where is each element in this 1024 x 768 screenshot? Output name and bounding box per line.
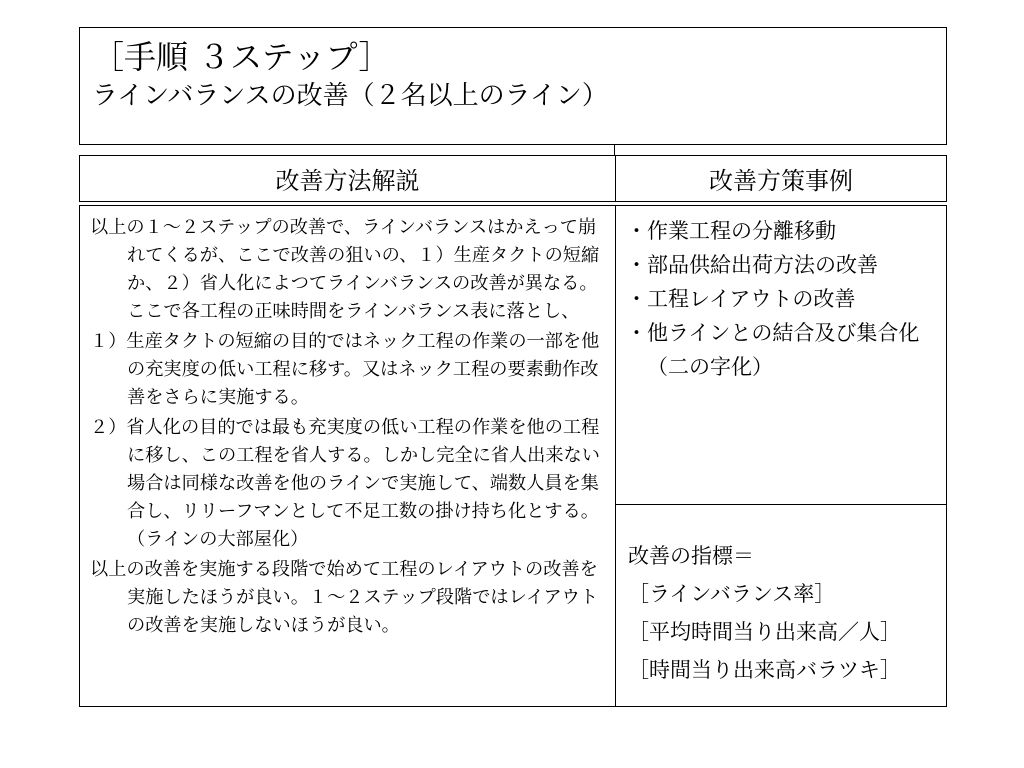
improvement-examples-panel <box>615 205 947 505</box>
list-item <box>626 214 938 248</box>
method-explanation-panel <box>79 205 616 707</box>
list-item <box>626 248 938 282</box>
header-improvement-examples: 改善方策事例 <box>615 155 947 202</box>
example-item-text: 作業工程の分離移動 <box>647 219 836 243</box>
slide-title: ［手順 ３ステップ］ <box>92 38 391 76</box>
example-item-text: 他ラインとの結合及び集合化（二の字化） <box>647 321 920 379</box>
explanation-paragraph: 以上の改善を実施する段階で始めて工程のレイアウトの改善を実施したほうが良い。１～２ステップ段階ではレイアウトの改善を実施しないほうが良い。 <box>90 559 599 636</box>
indicator-item: ［時間当り出来高バラツキ］ <box>628 658 901 682</box>
header-method-explanation: 改善方法解説 <box>79 155 616 202</box>
explanation-paragraph: ２）省人化の目的では最も充実度の低い工程の作業を他の工程に移し、この工程を省人する。しかし完全に省人出来ない場合は同様な改善を他のラインで実施して、端数人員を集合し、リリーフマンとして不足工数の掛け持ち化とする。（ラインの大部屋化） <box>90 417 600 550</box>
example-item-text: 部品供給出荷方法の改善 <box>647 253 878 277</box>
indicator-heading: 改善の指標＝ <box>628 544 754 568</box>
bullet: ・ <box>626 219 647 243</box>
bullet: ・ <box>626 253 647 277</box>
slide-subtitle: ラインバランスの改善（２名以上のライン） <box>92 81 608 111</box>
divider <box>614 145 615 155</box>
explanation-paragraph: １）生産タクトの短縮の目的ではネック工程の作業の一部を他の充実度の低い工程に移す。又はネック工程の要素動作改善をさらに実施する。 <box>90 331 600 408</box>
bullet: ・ <box>626 287 647 311</box>
title-box <box>79 27 947 145</box>
improvement-indicators-panel <box>615 504 947 707</box>
example-item-text: 工程レイアウトの改善 <box>647 287 856 311</box>
indicator-item: ［平均時間当り出来高／人］ <box>628 620 901 644</box>
explanation-paragraph: 以上の１～２ステップの改善で、ラインバランスはかえって崩れてくるが、ここで改善の狙いの、１）生産タクトの短縮か、２）省人化によつてラインバランスの改善が異なる。ここで各工程の正味時間をラインバランス表に落とし、 <box>90 217 600 322</box>
list-item <box>626 316 938 384</box>
list-item <box>626 282 938 316</box>
indicator-item: ［ラインバランス率］ <box>628 582 836 606</box>
bullet: ・ <box>626 321 647 345</box>
